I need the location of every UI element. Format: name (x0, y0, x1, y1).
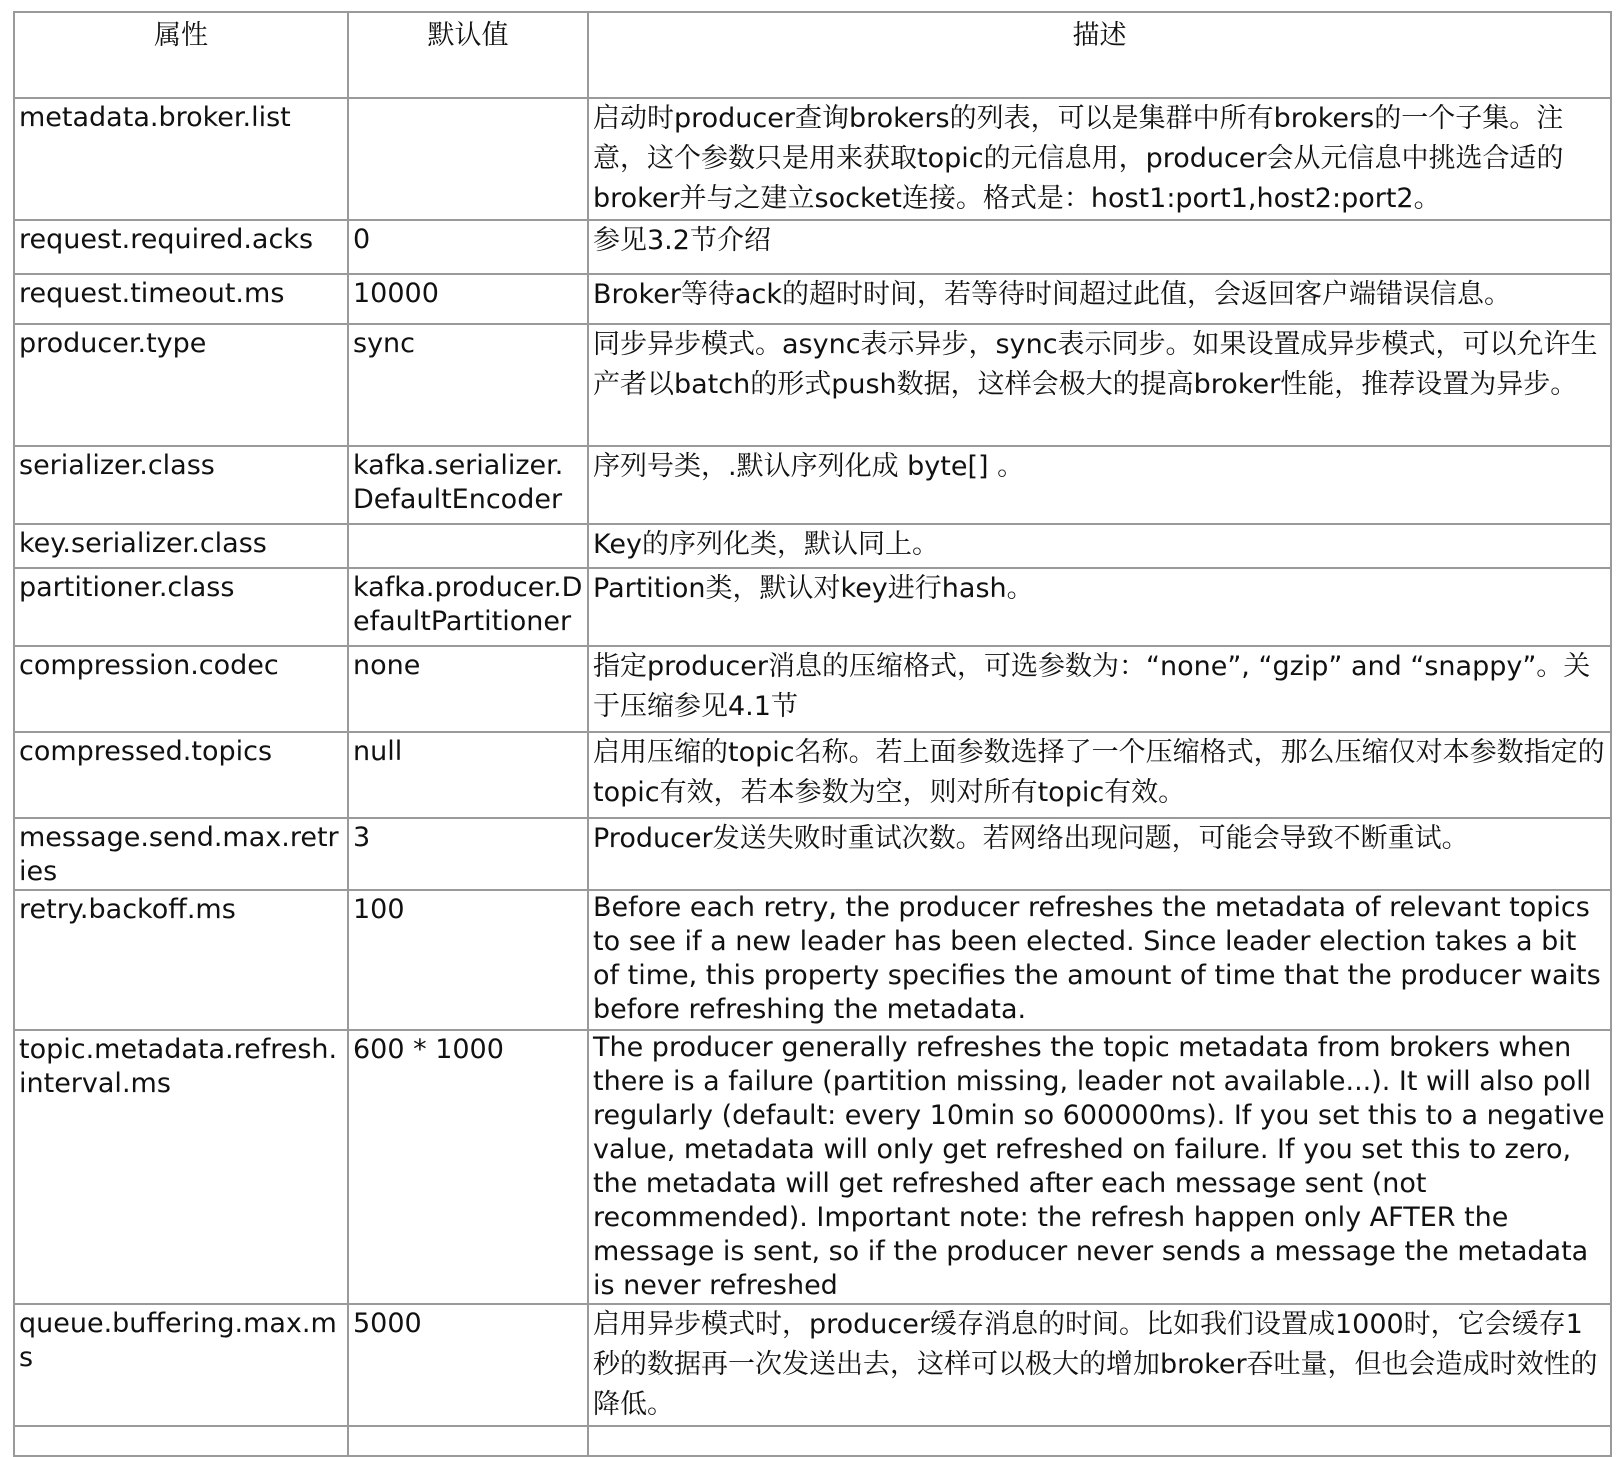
table-row (14, 732, 1611, 818)
header-default: 默认值 (348, 12, 588, 98)
table-row (14, 1426, 1611, 1456)
property-cell: serializer.class (14, 446, 348, 524)
default-cell: 10000 (348, 274, 588, 324)
table-row (14, 324, 1611, 446)
header-property: 属性 (14, 12, 348, 98)
default-cell: null (348, 732, 588, 818)
property-cell: request.required.acks (14, 220, 348, 274)
table-row (14, 818, 1611, 890)
default-cell (348, 1426, 588, 1456)
default-cell: 100 (348, 890, 588, 1030)
property-cell: message.send.max.retries (14, 818, 348, 890)
table-row (14, 1304, 1611, 1426)
default-cell: kafka.serializer.DefaultEncoder (348, 446, 588, 524)
property-cell: compressed.topics (14, 732, 348, 818)
description-cell: The producer generally refreshes the topic metadata from brokers when there is a failure (partition missing, leader not available...). It will also poll regularly (default: every 10min so 600000ms). If you set this to a negative value, metadata will only get refreshed on failure. If you set this to zero, the metadata will get refreshed after each message sent (not recommended). Important note: the refresh happen only AFTER the message is sent, so if the producer never sends a message the metadata is never refreshed (588, 1030, 1611, 1304)
description-cell: 启动时producer查询brokers的列表，可以是集群中所有brokers的一个子集。注意，这个参数只是用来获取topic的元信息用，producer会从元信息中挑选合适的broker并与之建立socket连接。格式是：host1:port1,host2:port2。 (588, 98, 1611, 220)
table-row (14, 220, 1611, 274)
property-cell: queue.buffering.max.ms (14, 1304, 348, 1426)
property-cell: producer.type (14, 324, 348, 446)
property-cell: partitioner.class (14, 568, 348, 646)
table-row (14, 568, 1611, 646)
default-cell: 0 (348, 220, 588, 274)
description-cell: 启用压缩的topic名称。若上面参数选择了一个压缩格式，那么压缩仅对本参数指定的topic有效，若本参数为空，则对所有topic有效。 (588, 732, 1611, 818)
description-cell: Broker等待ack的超时时间，若等待时间超过此值，会返回客户端错误信息。 (588, 274, 1611, 324)
property-cell: topic.metadata.refresh.interval.ms (14, 1030, 348, 1304)
table-row (14, 890, 1611, 1030)
description-cell: Key的序列化类，默认同上。 (588, 524, 1611, 568)
description-cell (588, 1426, 1611, 1456)
property-cell (14, 1426, 348, 1456)
default-cell: 600 * 1000 (348, 1030, 588, 1304)
default-cell: 5000 (348, 1304, 588, 1426)
property-cell: request.timeout.ms (14, 274, 348, 324)
property-cell: retry.backoff.ms (14, 890, 348, 1030)
default-cell (348, 524, 588, 568)
table-row (14, 98, 1611, 220)
header-row (14, 12, 1611, 98)
table-row (14, 274, 1611, 324)
property-cell: key.serializer.class (14, 524, 348, 568)
property-cell: metadata.broker.list (14, 98, 348, 220)
table-row (14, 524, 1611, 568)
config-table (13, 11, 1612, 1457)
table-row (14, 646, 1611, 732)
default-cell (348, 98, 588, 220)
description-cell: 同步异步模式。async表示异步，sync表示同步。如果设置成异步模式，可以允许生产者以batch的形式push数据，这样会极大的提高broker性能，推荐设置为异步。 (588, 324, 1611, 446)
description-cell: 指定producer消息的压缩格式，可选参数为：“none”, “gzip” and “snappy”。关于压缩参见4.1节 (588, 646, 1611, 732)
table-row (14, 1030, 1611, 1304)
description-cell: 启用异步模式时，producer缓存消息的时间。比如我们设置成1000时，它会缓存1秒的数据再一次发送出去，这样可以极大的增加broker吞吐量，但也会造成时效性的降低。 (588, 1304, 1611, 1426)
description-cell: Producer发送失败时重试次数。若网络出现问题，可能会导致不断重试。 (588, 818, 1611, 890)
description-cell: 参见3.2节介绍 (588, 220, 1611, 274)
header-description: 描述 (588, 12, 1611, 98)
default-cell: sync (348, 324, 588, 446)
property-cell: compression.codec (14, 646, 348, 732)
default-cell: none (348, 646, 588, 732)
table-row (14, 446, 1611, 524)
default-cell: 3 (348, 818, 588, 890)
description-cell: Before each retry, the producer refreshes the metadata of relevant topics to see if a new leader has been elected. Since leader election takes a bit of time, this property specifies the amount of time that the producer waits before refreshing the metadata. (588, 890, 1611, 1030)
default-cell: kafka.producer.DefaultPartitioner (348, 568, 588, 646)
description-cell: Partition类，默认对key进行hash。 (588, 568, 1611, 646)
description-cell: 序列号类，.默认序列化成 byte[] 。 (588, 446, 1611, 524)
